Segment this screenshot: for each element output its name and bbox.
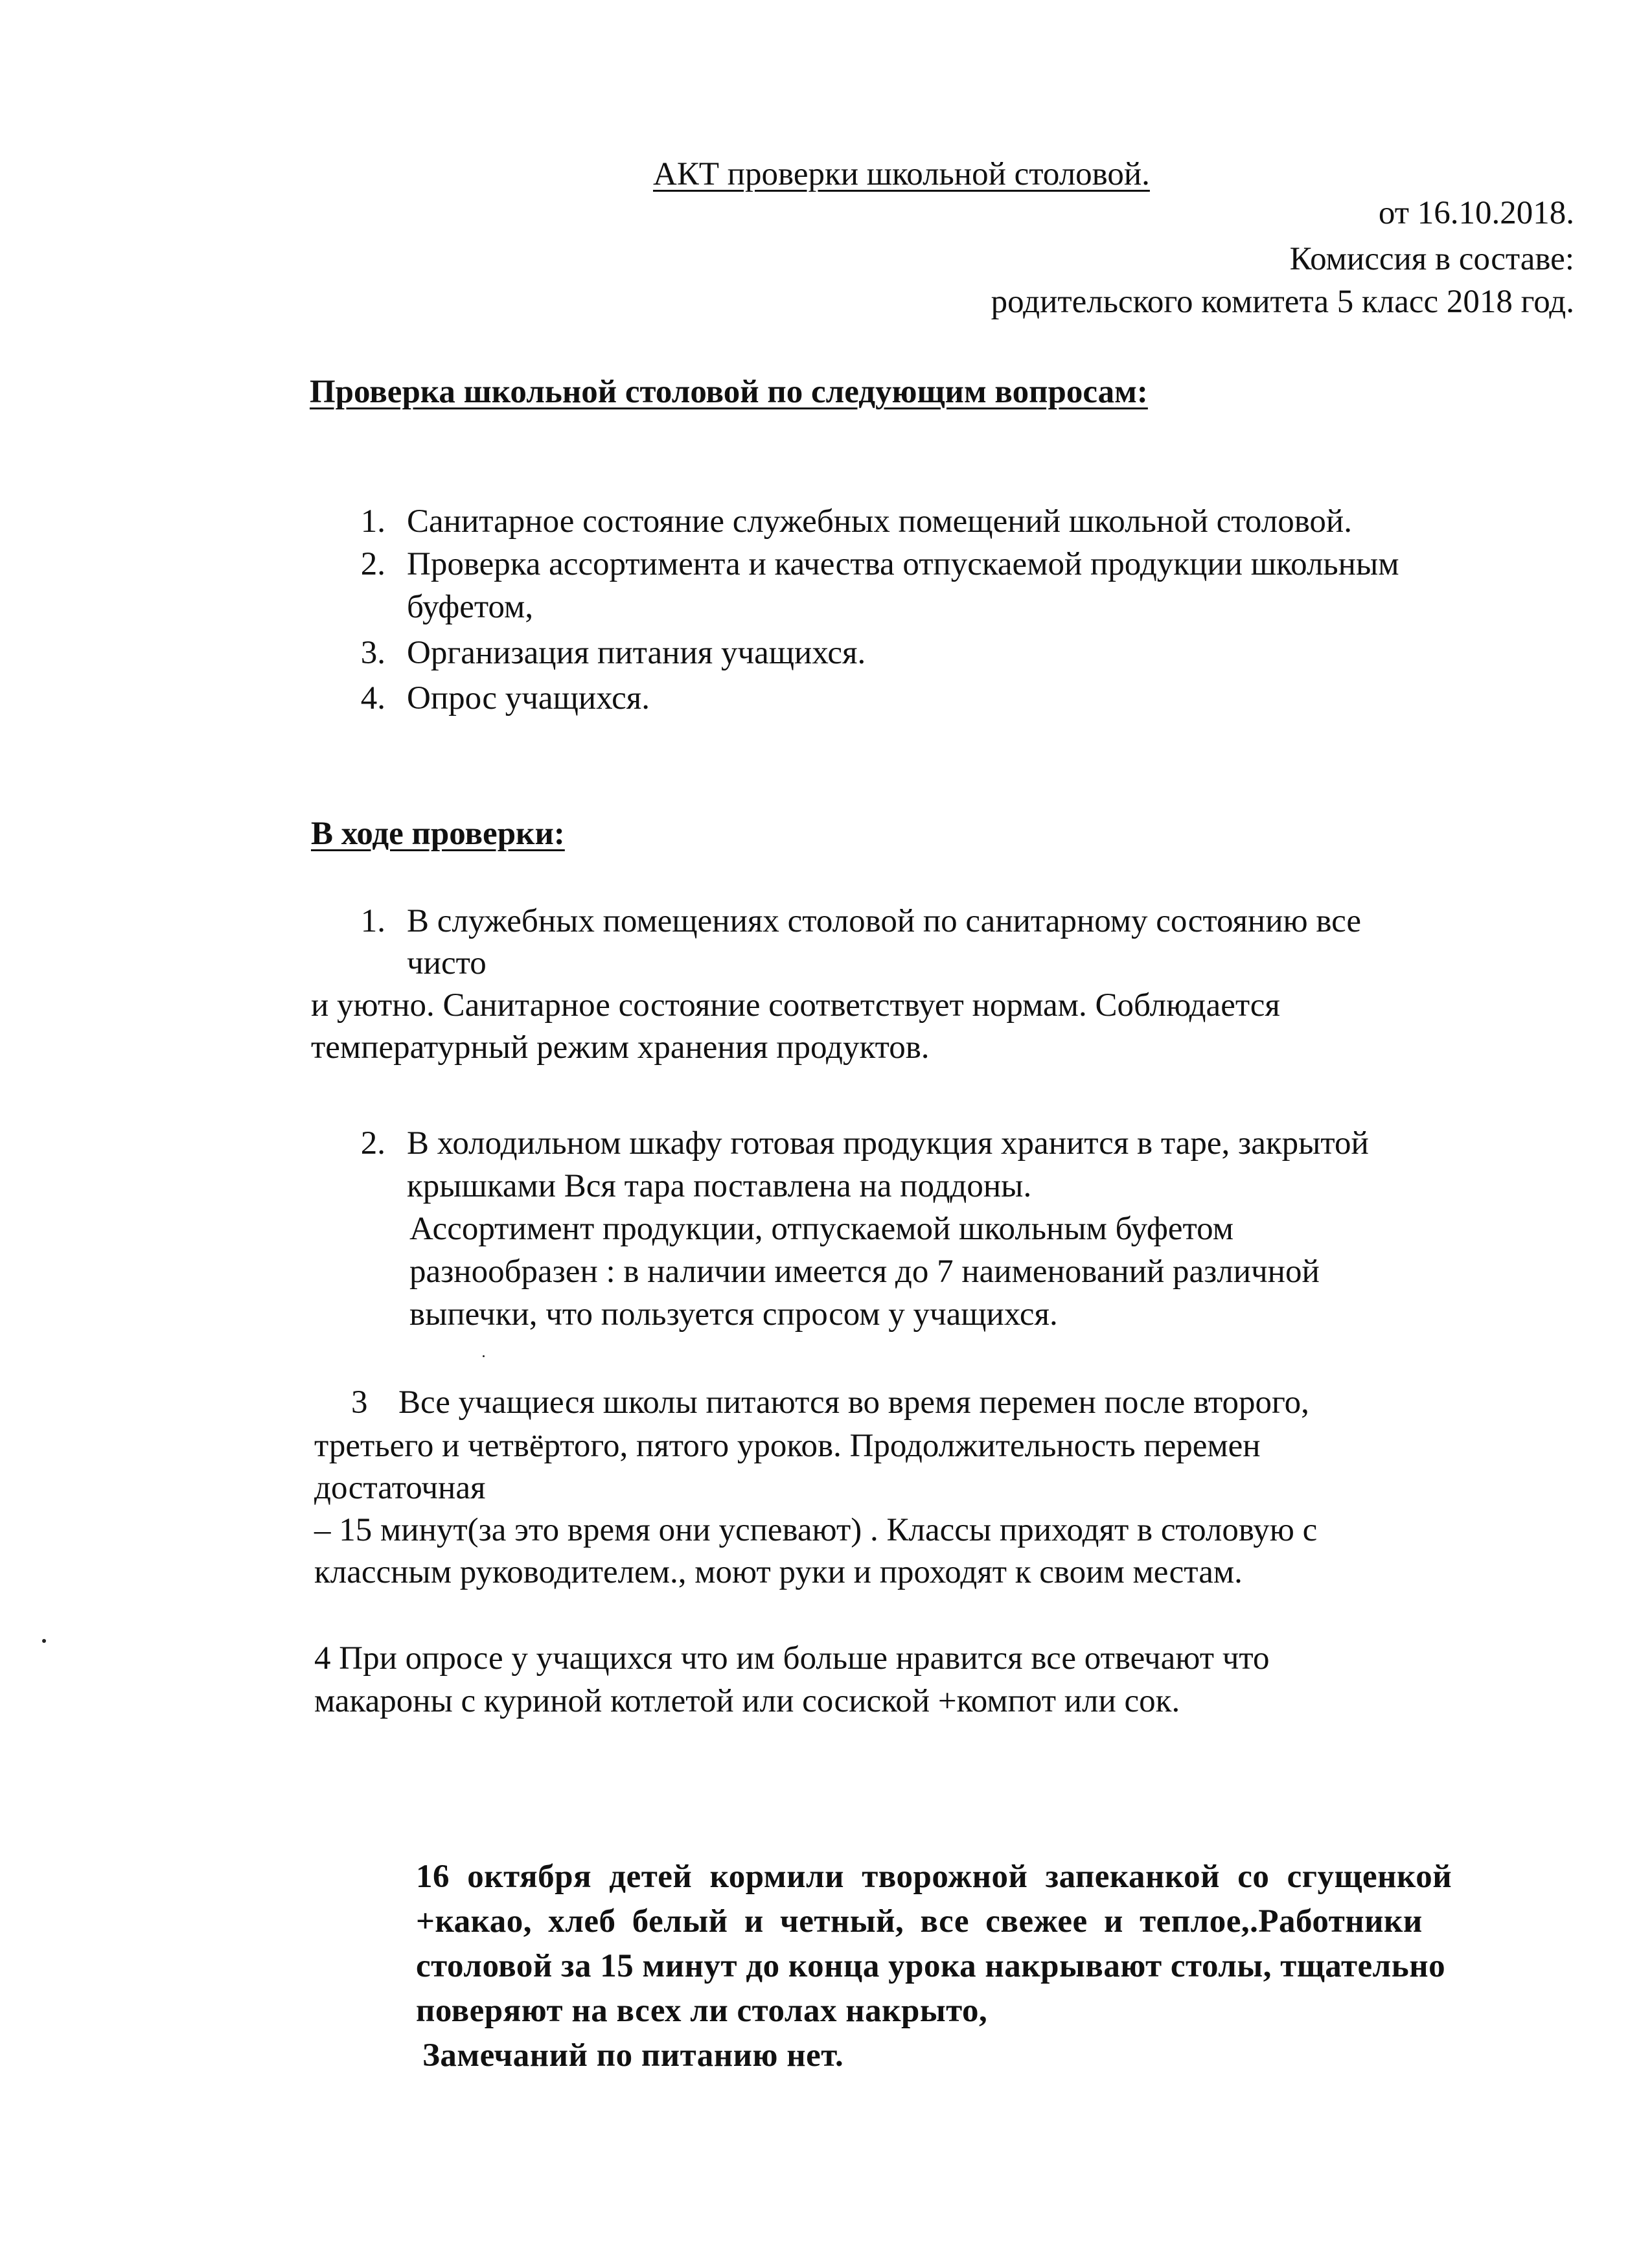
conclusion-text: +какао, хлеб белый и четный, все свежее и теплое,.Работники xyxy=(416,1903,1423,1940)
list-item xyxy=(0,505,1652,544)
document-date: от 16.10.2018. xyxy=(1378,195,1574,231)
finding-number: 2. xyxy=(360,1125,385,1162)
conclusion-text: поверяют на всех ли столах накрыто, xyxy=(416,1993,988,2029)
finding-text: достаточная xyxy=(314,1470,486,1506)
findings-heading: В ходе проверки: xyxy=(311,816,565,852)
finding-text: третьего и четвёртого, пятого уроков. Продолжительность перемен xyxy=(314,1428,1261,1464)
list-item-number: 4. xyxy=(360,680,385,716)
commission-label: Комиссия в составе: xyxy=(1289,241,1574,277)
list-item-number: 3. xyxy=(360,635,385,671)
finding-text: 4 При опросе у учащихся что им больше нравится все отвечают что xyxy=(314,1640,1270,1677)
list-item-number: 2. xyxy=(360,546,385,582)
conclusion-text: 16 октября детей кормили творожной запеканкой со сгущенкой xyxy=(416,1859,1452,1895)
scan-speck xyxy=(483,1355,485,1357)
document-title: АКТ проверки школьной столовой. xyxy=(653,156,1150,192)
list-item-text: буфетом, xyxy=(407,589,534,625)
list-item-text: Санитарное состояние служебных помещений школьной столовой. xyxy=(407,503,1352,540)
list-item-text: Опрос учащихся. xyxy=(407,680,650,716)
finding-text: Ассортимент продукции, отпускаемой школьным буфетом xyxy=(409,1211,1233,1247)
finding-text: классным руководителем., моют руки и проходят к своим местам. xyxy=(314,1554,1243,1590)
list-item-number: 1. xyxy=(360,503,385,540)
finding-text: крышками Вся тара поставлена на поддоны. xyxy=(407,1168,1032,1204)
finding-text: и уютно. Санитарное состояние соответствует нормам. Соблюдается xyxy=(311,987,1280,1024)
finding-text: макароны с куриной котлетой или сосиской +компот или сок. xyxy=(314,1683,1180,1719)
conclusion-text: столовой за 15 минут до конца урока накрывают столы, тщательно xyxy=(416,1948,1446,1984)
finding-number: 1. xyxy=(360,903,385,939)
list-item-text: Организация питания учащихся. xyxy=(407,635,866,671)
conclusion-text: Замечаний по питанию нет. xyxy=(422,2037,844,2074)
list-item xyxy=(0,637,1652,676)
list-item xyxy=(0,682,1652,721)
finding-text: чисто xyxy=(407,945,487,981)
finding-text: выпечки, что пользуется спросом у учащихся. xyxy=(409,1296,1058,1333)
finding-text: В холодильном шкафу готовая продукция хранится в таре, закрытой xyxy=(407,1125,1369,1162)
questions-heading: Проверка школьной столовой по следующим вопросам: xyxy=(310,374,1148,410)
finding-number: 3 xyxy=(351,1384,368,1421)
list-item-text: Проверка ассортимента и качества отпускаемой продукции школьным xyxy=(407,546,1399,582)
finding-text: температурный режим хранения продуктов. xyxy=(311,1029,930,1066)
finding-text: – 15 минут(за это время они успевают) . Классы приходят в столовую с xyxy=(314,1512,1318,1548)
list-item xyxy=(0,548,1652,632)
committee-label: родительского комитета 5 класс 2018 год. xyxy=(991,284,1574,320)
scan-speck xyxy=(42,1639,46,1643)
finding-text: Все учащиеся школы питаются во время перемен после второго, xyxy=(398,1384,1309,1421)
finding-text: разнообразен : в наличии имеется до 7 наименований различной xyxy=(409,1254,1320,1290)
finding-text: В служебных помещениях столовой по санитарному состоянию все xyxy=(407,903,1362,939)
